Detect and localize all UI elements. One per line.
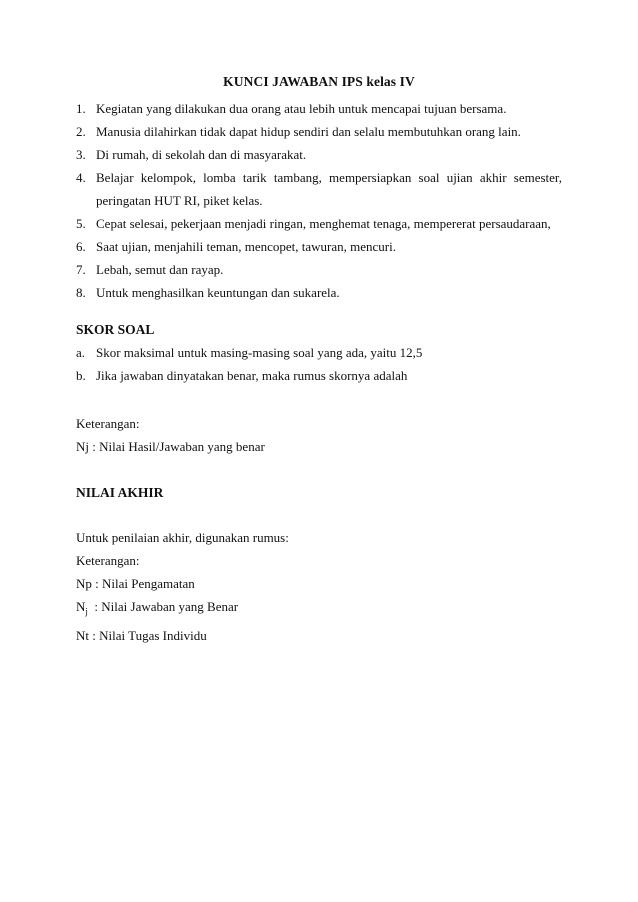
list-item-number: 3. [76,147,86,162]
list-item [76,166,562,212]
keterangan-nt: Nt : Nilai Tugas Individu [76,627,207,643]
answer-list [76,97,562,304]
keterangan-nj [76,595,562,624]
list-item-number: 2. [76,124,86,139]
list-item [76,258,562,281]
keterangan-label: Keterangan: [76,553,140,568]
nj-rest: : Nilai Jawaban yang Benar [87,599,239,614]
skor-section [76,318,562,387]
list-item-text: Di rumah, di sekolah dan di masyarakat. [96,147,307,162]
nilai-section [76,526,562,647]
list-item-text: Untuk menghasilkan keuntungan dan sukarela. [96,285,340,300]
list-item-text: Manusia dilahirkan tidak dapat hidup sendiri dan selalu membutuhkan orang lain. [96,124,521,139]
list-item-text: Saat ujian, menjahili teman, mencopet, tawuran, mencuri. [96,239,396,254]
list-item [76,143,562,166]
list-item [76,212,562,235]
keterangan-nj: Nj : Nilai Hasil/Jawaban yang benar [76,439,265,454]
nj-prefix: N [76,599,86,614]
list-item-text: Kegiatan yang dilakukan dua orang atau lebih untuk mencapai tujuan bersama. [96,101,507,116]
nilai-heading-block [76,481,562,504]
list-item [76,364,562,387]
keterangan-np: Np : Nilai Pengamatan [76,576,195,591]
list-item-letter: a. [76,345,86,360]
list-item-letter: b. [76,368,86,383]
list-item-number: 7. [76,262,86,277]
list-item-text: Belajar kelompok, lomba tarik tambang, mempersiapkan soal ujian akhir semester, peringatan HUT RI, piket kelas. [96,170,562,208]
list-item-text: Skor maksimal untuk masing-masing soal yang ada, yaitu 12,5 [96,345,423,360]
list-item-text: Cepat selesai, pekerjaan menjadi ringan, menghemat tenaga, mempererat persaudaraan, [96,216,551,231]
list-item [76,97,562,120]
list-item-text: Jika jawaban dinyatakan benar, maka rumus skornya adalah [96,368,408,383]
nj-subscript: j [85,606,88,617]
nilai-heading: NILAI AKHIR [76,485,164,500]
list-item-text: Lebah, semut dan rayap. [96,262,224,277]
list-item [76,235,562,258]
document-title: KUNCI JAWABAN IPS kelas IV [223,74,415,89]
keterangan-label: Keterangan: [76,416,140,431]
list-item-number: 4. [76,170,86,185]
list-item-number: 6. [76,239,86,254]
list-item [76,120,562,143]
skor-keterangan [76,412,562,458]
list-item [76,341,562,364]
list-item-number: 1. [76,101,86,116]
skor-heading: SKOR SOAL [76,322,155,337]
list-item [76,281,562,304]
list-item-number: 5. [76,216,86,231]
nilai-intro: Untuk penilaian akhir, digunakan rumus: [76,530,289,545]
list-item-number: 8. [76,285,86,300]
